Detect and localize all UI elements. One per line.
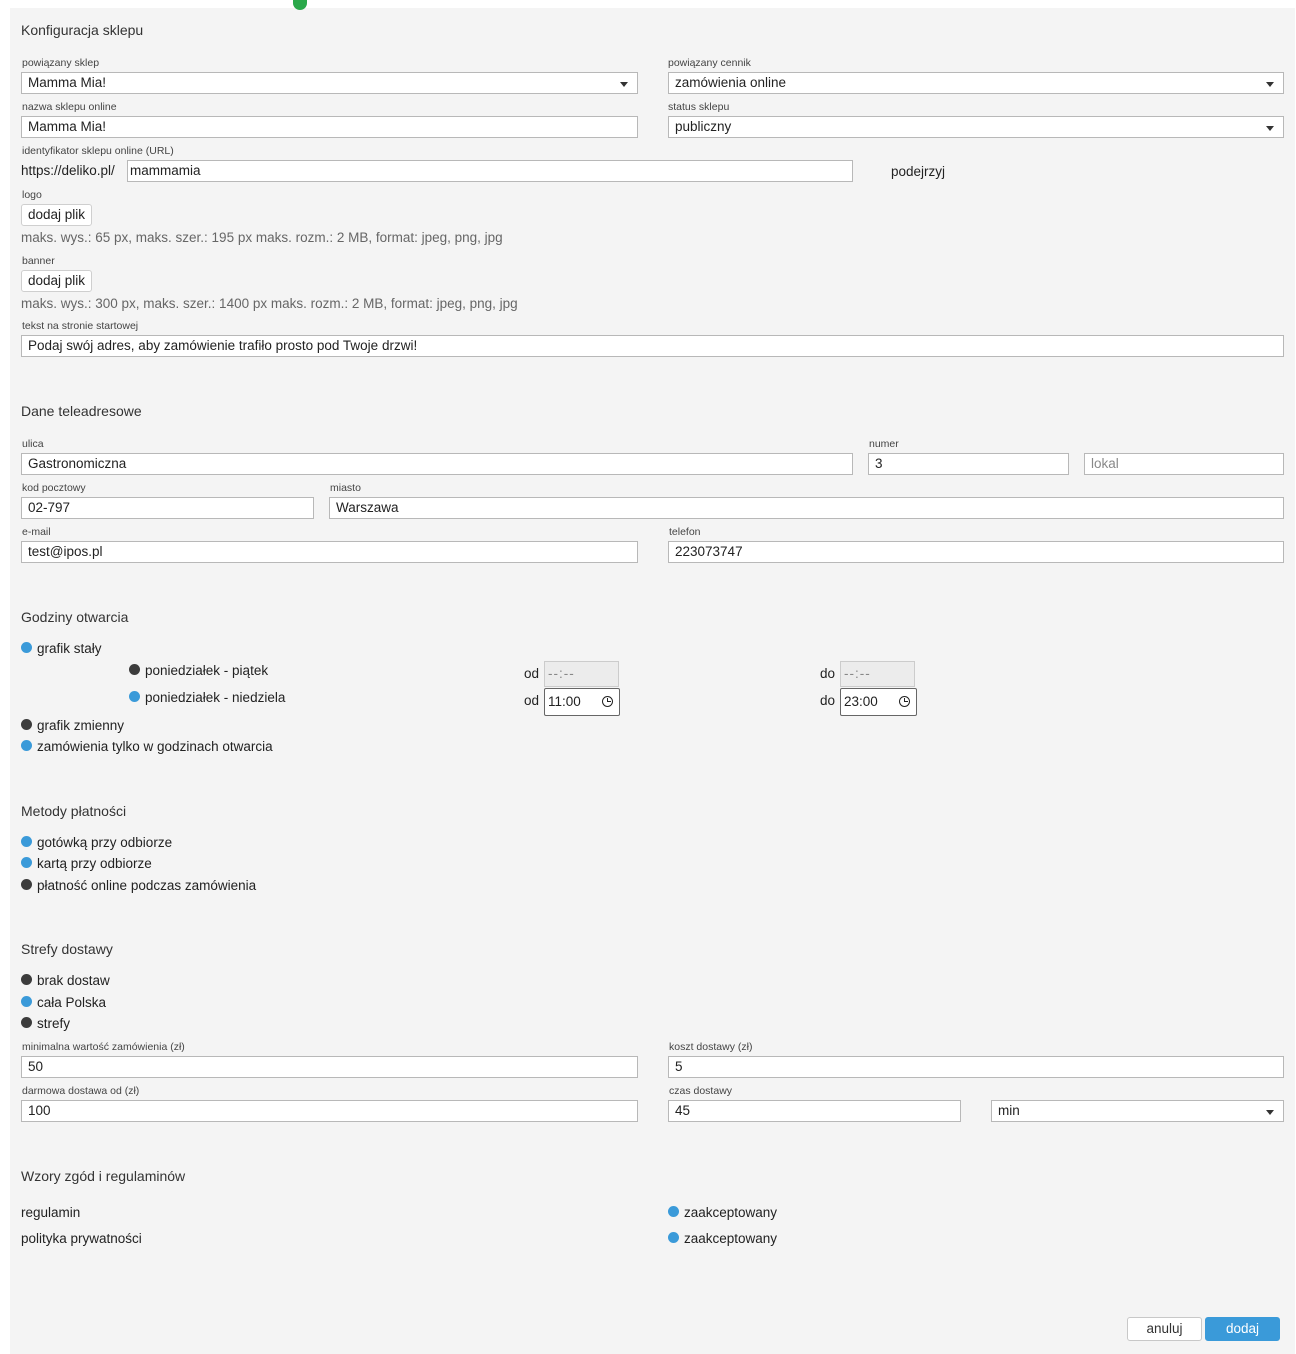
banner-label: banner (22, 255, 55, 267)
no-delivery-label: brak dostaw (37, 973, 110, 988)
city-label: miasto (330, 482, 361, 494)
section-title-shop-config: Konfiguracja sklepu (21, 22, 144, 38)
min-order-input[interactable]: 50 (21, 1056, 638, 1078)
privacy-policy-link[interactable]: polityka prywatności (21, 1231, 142, 1246)
mon-sun-label: poniedziałek - niedziela (145, 690, 286, 705)
start-text-label: tekst na stronie startowej (22, 320, 139, 332)
privacy-status: zaakceptowany (684, 1231, 778, 1246)
radio-variable-schedule[interactable] (21, 719, 32, 730)
linked-pricelist-select[interactable] (668, 72, 1284, 94)
shop-status-label: status sklepu (668, 101, 730, 113)
phone-label: telefon (669, 526, 701, 538)
radio-payment-card[interactable] (21, 857, 32, 868)
whole-poland-label: cała Polska (37, 995, 107, 1010)
online-shop-name-input[interactable]: Mamma Mia! (21, 116, 638, 138)
linked-pricelist-label: powiązany cennik (668, 57, 751, 69)
payment-card-label: kartą przy odbiorze (37, 856, 152, 871)
mon-fri-from-time[interactable]: --:-- (544, 661, 619, 687)
section-title-payments: Metody płatności (21, 803, 127, 819)
email-input[interactable]: test@ipos.pl (21, 541, 638, 563)
shop-status-value: publiczny (675, 119, 732, 134)
radio-fixed-schedule[interactable] (21, 642, 32, 653)
postal-code-input[interactable]: 02-797 (21, 497, 314, 519)
delivery-cost-label: koszt dostawy (zł) (669, 1041, 753, 1053)
mon-fri-to-time[interactable]: --:-- (840, 661, 915, 687)
mon-fri-from-label: od (524, 666, 540, 681)
online-shop-name-label: nazwa sklepu online (22, 101, 117, 113)
mon-sun-from-time[interactable] (544, 688, 620, 716)
logo-add-file-button[interactable]: dodaj plik (21, 204, 92, 226)
mon-fri-to-label: do (820, 666, 836, 681)
chevron-down-icon (620, 82, 628, 87)
number-label: numer (869, 438, 899, 450)
fixed-schedule-label: grafik stały (37, 641, 102, 656)
shop-url-prefix: https://deliko.pl/ (21, 163, 115, 178)
street-input[interactable]: Gastronomiczna (21, 453, 853, 475)
number-input[interactable]: 3 (868, 453, 1069, 475)
radio-whole-poland[interactable] (21, 996, 32, 1007)
chevron-down-icon (1266, 82, 1274, 87)
radio-payment-online[interactable] (21, 879, 32, 890)
chevron-down-icon (1266, 126, 1274, 131)
zones-label: strefy (37, 1016, 71, 1031)
payment-cash-label: gotówką przy odbiorze (37, 835, 173, 850)
delivery-time-unit-value: min (998, 1103, 1020, 1118)
mon-sun-to-label: do (820, 693, 836, 708)
shop-config-panel (10, 8, 1295, 1354)
preview-link[interactable]: podejrzyj (891, 164, 946, 179)
radio-mon-sun[interactable] (129, 691, 140, 702)
status-indicator-icon (293, 0, 307, 10)
delivery-time-unit-select[interactable] (991, 1100, 1284, 1122)
phone-input[interactable]: 223073747 (668, 541, 1284, 563)
radio-zones[interactable] (21, 1017, 32, 1028)
radio-privacy-accepted[interactable] (668, 1232, 679, 1243)
chevron-down-icon (1266, 1110, 1274, 1115)
mon-fri-label: poniedziałek - piątek (145, 663, 269, 678)
mon-sun-to-value: 23:00 (844, 694, 878, 709)
terms-link[interactable]: regulamin (21, 1205, 81, 1220)
delivery-cost-input[interactable]: 5 (668, 1056, 1284, 1078)
section-title-hours: Godziny otwarcia (21, 609, 129, 625)
mon-sun-from-label: od (524, 693, 540, 708)
start-text-input[interactable]: Podaj swój adres, aby zamówienie trafiło prosto pod Twoje drzwi! (21, 335, 1284, 357)
postal-code-label: kod pocztowy (22, 482, 86, 494)
mon-sun-from-value: 11:00 (548, 694, 581, 709)
city-input[interactable]: Warszawa (329, 497, 1284, 519)
logo-label: logo (22, 189, 42, 201)
radio-payment-cash[interactable] (21, 836, 32, 847)
radio-terms-accepted[interactable] (668, 1206, 679, 1217)
email-label: e-mail (22, 526, 51, 538)
shop-status-select[interactable] (668, 116, 1284, 138)
radio-no-delivery[interactable] (21, 974, 32, 985)
shop-url-input[interactable]: mammamia (127, 160, 853, 182)
delivery-time-label: czas dostawy (669, 1085, 733, 1097)
linked-shop-select[interactable] (21, 72, 638, 94)
unit-input[interactable]: lokal (1084, 453, 1284, 475)
orders-only-open-label: zamówienia tylko w godzinach otwarcia (37, 739, 273, 754)
banner-add-file-button[interactable]: dodaj plik (21, 270, 92, 292)
linked-shop-value: Mamma Mia! (28, 75, 107, 90)
radio-orders-only-open[interactable] (21, 740, 32, 751)
submit-button[interactable]: dodaj (1205, 1317, 1280, 1341)
terms-status: zaakceptowany (684, 1205, 778, 1220)
delivery-time-input[interactable]: 45 (668, 1100, 961, 1122)
street-label: ulica (22, 438, 44, 450)
payment-online-label: płatność online podczas zamówienia (37, 878, 257, 893)
clock-icon[interactable] (602, 696, 613, 707)
clock-icon[interactable] (899, 696, 910, 707)
banner-hint: maks. wys.: 300 px, maks. szer.: 1400 px maks. rozm.: 2 MB, format: jpeg, png, jpg (21, 296, 518, 311)
linked-pricelist-value: zamówienia online (675, 75, 787, 90)
logo-hint: maks. wys.: 65 px, maks. szer.: 195 px maks. rozm.: 2 MB, format: jpeg, png, jpg (21, 230, 503, 245)
variable-schedule-label: grafik zmienny (37, 718, 125, 733)
linked-shop-label: powiązany sklep (22, 57, 100, 69)
section-title-contact: Dane teleadresowe (21, 403, 142, 419)
free-delivery-label: darmowa dostawa od (zł) (22, 1085, 140, 1097)
section-title-delivery: Strefy dostawy (21, 941, 113, 957)
free-delivery-input[interactable]: 100 (21, 1100, 638, 1122)
cancel-button[interactable]: anuluj (1127, 1317, 1202, 1341)
min-order-label: minimalna wartość zamówienia (zł) (22, 1041, 185, 1053)
radio-mon-fri[interactable] (129, 664, 140, 675)
shop-url-label: identyfikator sklepu online (URL) (22, 145, 174, 157)
section-title-consents: Wzory zgód i regulaminów (21, 1168, 186, 1184)
mon-sun-to-time[interactable] (840, 688, 917, 716)
